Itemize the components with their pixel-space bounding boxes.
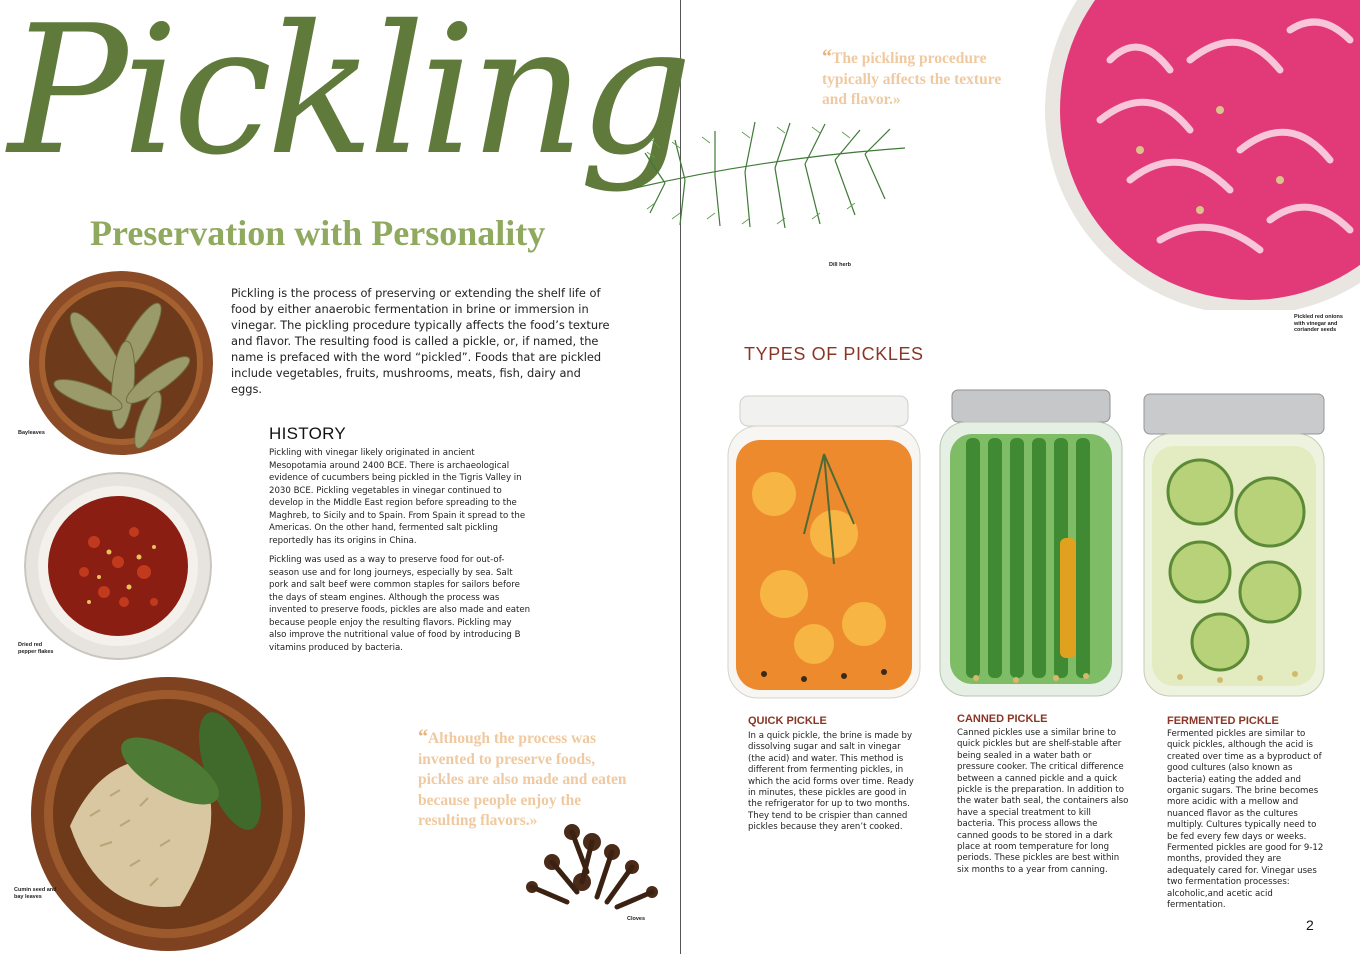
bayleaves-image: [28, 270, 214, 456]
quick-pickle-jar-image: [724, 394, 924, 702]
close-quote-mark: »: [529, 812, 538, 829]
pull-quote-top-text: The pickling procedure typically affects the texture and flavor.: [822, 50, 1002, 108]
bayleaves-caption: Bayleaves: [18, 430, 45, 436]
pull-quote-top: [822, 47, 1022, 111]
intro-paragraph: Pickling is the process of preserving or extending the shelf life of food by either anaerobic fermentation in brine or immersion in vinegar. The pickling procedure typically affects the food’s texture and flavor. The resulting food is called a pickle, or, if named, the name is prefaced with the word “pickled”. Foods that are pickled include vegetables, fruits, mushrooms, meats, fish, dairy and eggs.: [231, 286, 610, 396]
cloves-caption: Cloves: [627, 916, 646, 922]
history-paragraph-1: Pickling with vinegar likely originated in ancient Mesopotamia around 2400 BCE. There is archaeological evidence of cucumbers being pickled in the Tigris Valley in 2030 BCE. Pickling vegetables in vinegar continued to develop in the Middle East region before spreading to the Maghreb, to Sicily and to Spain. From Spain it spread to the Americas. On the other hand, fermented salt pickling reportedly has its origins in China.: [269, 448, 526, 546]
history-paragraph-2: Pickling was used as a way to preserve food for out-of-season use and for long journeys, especially by sea. Salt pork and salt beef were common staples for sailors before the days of steam engines. Although the process was invented to preserve foods, pickles are also made and eaten because people enjoy the resulting flavors. Pickling may also improve the nutritional value of food by introducing B vitamins produced by bacteria.: [269, 555, 531, 653]
canned-pickle-jar-image: [936, 388, 1126, 700]
cumin-bay-image: [30, 676, 306, 952]
fermented-pickle-jar-image: [1140, 392, 1328, 700]
quick-pickle-title: QUICK PICKLE: [748, 715, 827, 727]
cloves-image: [512, 812, 672, 922]
page-title: Pickling: [8, 0, 687, 194]
page-number: 2: [1306, 917, 1314, 933]
pull-quote-bottom-text: Although the process was invented to preserve foods, pickles are also made and eaten because people enjoy the resulting flavors.: [418, 730, 627, 829]
page-subtitle: Preservation with Personality: [90, 213, 546, 253]
cumin-bay-caption: Cumin seed and bay leaves: [14, 887, 57, 900]
open-quote-mark: “: [418, 726, 428, 748]
open-quote-mark: “: [822, 46, 832, 68]
pickled-onions-caption: Pickled red onions with vinegar and coriander seeds: [1294, 314, 1343, 333]
history-heading: HISTORY: [269, 424, 347, 443]
history-text: [269, 447, 531, 661]
dill-herb-image: [625, 88, 915, 268]
quick-pickle-text: In a quick pickle, the brine is made by dissolving sugar and salt in vinegar (the acid) and water. This method is different from fermenting pickles, in which the acid forms over time. Ready in minutes, these pickles are good in the refrigerator for up to two months. They tend to be crispier than canned pickles because they aren’t cooked.: [748, 731, 914, 833]
dill-caption: Dill herb: [829, 262, 852, 268]
pepper-flakes-caption: Dried red pepper flakes: [18, 642, 54, 655]
types-heading: TYPES OF PICKLES: [744, 344, 924, 364]
fermented-pickle-title: FERMENTED PICKLE: [1167, 715, 1279, 727]
pickled-onions-image: [1040, 0, 1360, 310]
fermented-pickle-text: Fermented pickles are similar to quick pickles, although the acid is created over time as a byproduct of good cultures (also known as bacteria) eating the added and organic sugars. The brine becomes more acidic with a mellow and nuanced flavor as the cultures multiply. Cultures typically need to be fed every few days or weeks. Fermented pickles are good for 9-12 months, provided they are adequately cared for. Vinegar uses two fermentation processes: alcoholic,and acetic acid fermentation.: [1167, 729, 1324, 911]
canned-pickle-title: CANNED PICKLE: [957, 713, 1048, 725]
canned-pickle-text: Canned pickles use a similar brine to quick pickles but are shelf-stable after being sealed in a water bath or pressure cooker. The critical difference between a canned pickle and a quick pickle is the preparation. In addition to the water bath seal, the containers also have a special treatment to kill bacteria. This process allows the canned goods to be stored in a dark place at room temperature for long periods. These pickles are best within six months to a year from canning.: [957, 728, 1129, 875]
pepper-flakes-image: [24, 472, 212, 660]
close-quote-mark: »: [892, 91, 901, 108]
